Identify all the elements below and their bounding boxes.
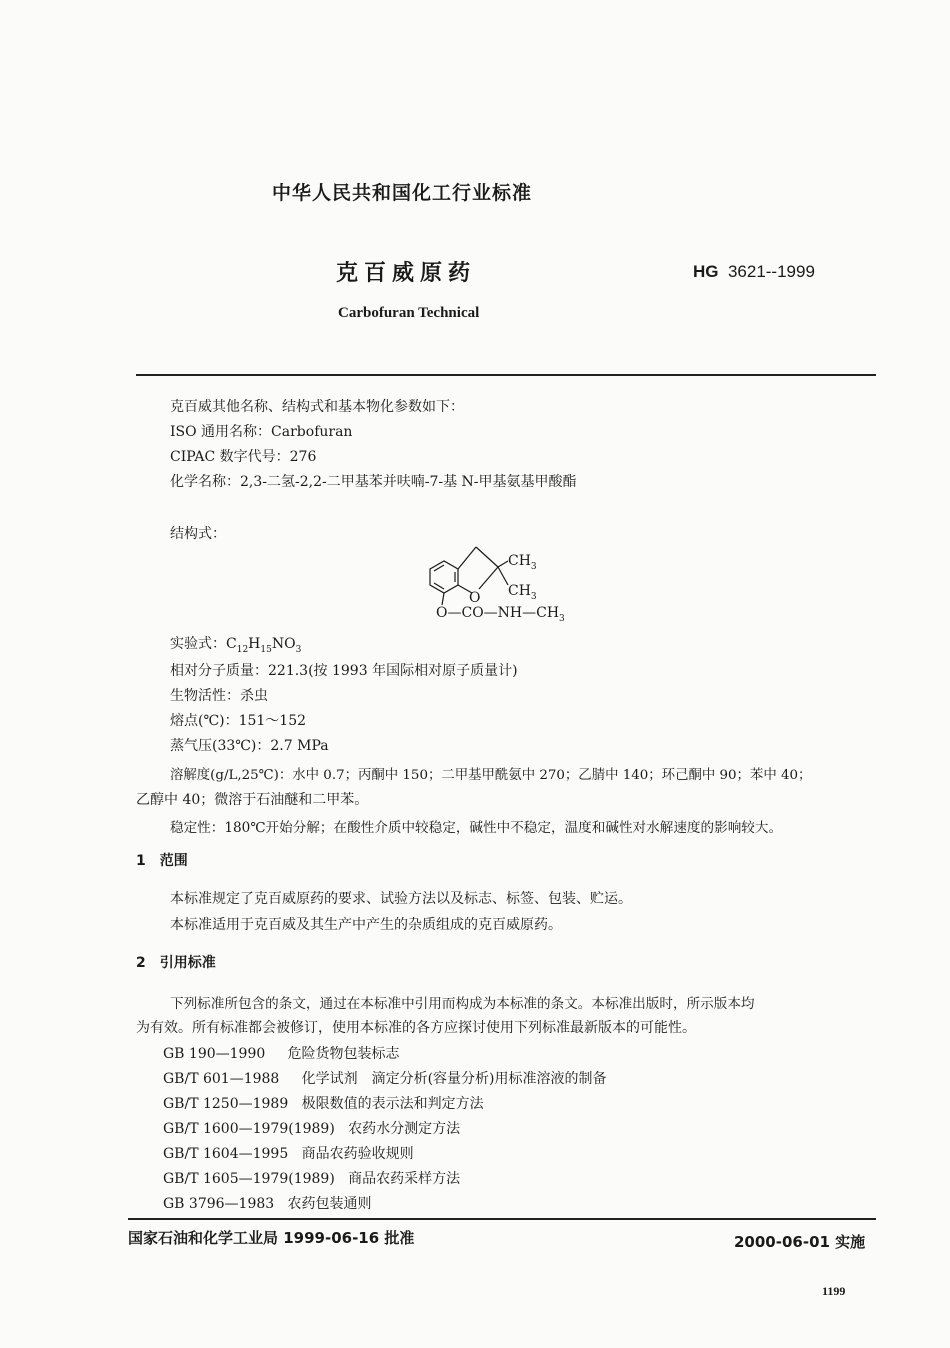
- reference-code: GB 190—1990: [163, 1046, 266, 1062]
- reference-code: GB/T 601—1988: [163, 1071, 280, 1087]
- carbamate-chain-sub: 3: [559, 613, 565, 624]
- reference-title: 农药水分测定方法: [348, 1121, 461, 1137]
- reference-item: [163, 1193, 372, 1213]
- reference-title: 危险货物包装标志: [287, 1046, 400, 1062]
- methyl-mid: [508, 583, 537, 602]
- formula-label: 实验式：: [170, 636, 226, 652]
- intro-lead: 克百威其他名称、结构式和基本物化参数如下：: [170, 399, 464, 415]
- cipac-code: CIPAC 数字代号：276: [170, 449, 317, 465]
- section-2-heading: 2 引用标准: [136, 955, 216, 971]
- header-rule: [136, 374, 876, 376]
- chemical-name: 化学名称：2,3-二氢-2,2-二甲基苯并呋喃-7-基 N-甲基氨基甲酸酯: [170, 474, 577, 490]
- approval-date: 国家石油和化学工业局 1999-06-16 批准: [128, 1229, 415, 1247]
- melting-point: 熔点(℃)：151～152: [170, 713, 307, 729]
- iso-name: ISO 通用名称：Carbofuran: [170, 424, 353, 440]
- reference-item: [163, 1168, 460, 1188]
- reference-item: [163, 1093, 484, 1113]
- reference-code: GB/T 1605—1979(1989): [163, 1171, 335, 1187]
- reference-code: GB/T 1600—1979(1989): [163, 1121, 335, 1137]
- reference-item: [163, 1143, 414, 1163]
- empirical-formula: [170, 633, 301, 655]
- methyl-top: [508, 553, 537, 572]
- effective-date: 2000-06-01 实施: [734, 1233, 866, 1251]
- reference-item: [163, 1118, 460, 1138]
- document-title: 克百威原药: [336, 261, 477, 286]
- section-2-paragraph-line-2: 为有效。所有标准都会被修订，使用本标准的各方应探讨使用下列标准最新版本的可能性。: [136, 1020, 696, 1036]
- section-1-paragraph-2: 本标准适用于克百威及其生产中产生的杂质组成的克百威原药。: [170, 917, 562, 933]
- reference-code: GB/T 1250—1989: [163, 1096, 289, 1112]
- reference-title: 极限数值的表示法和判定方法: [301, 1096, 484, 1112]
- ring-oxygen: O: [469, 590, 481, 606]
- standard-code-prefix: HG: [693, 262, 719, 281]
- molar-mass: 相对分子质量：221.3(按 1993 年国际相对原子质量计): [170, 663, 518, 679]
- formula-rest: NO: [271, 636, 296, 652]
- structure-label: 结构式：: [170, 526, 226, 542]
- section-1-heading: 1 范围: [136, 853, 188, 869]
- biological-activity: 生物活性：杀虫: [170, 688, 268, 704]
- formula-rest-sub: 3: [295, 644, 302, 655]
- methyl-mid-sub: 3: [530, 591, 537, 602]
- footer-rule: [128, 1218, 876, 1220]
- page-number: 1199: [822, 1284, 846, 1298]
- reference-title: 化学试剂 滴定分析(容量分析)用标准溶液的制备: [301, 1071, 607, 1087]
- formula-c: C: [226, 636, 237, 652]
- section-1-paragraph-1: 本标准规定了克百威原药的要求、试验方法以及标志、标签、包装、贮运。: [170, 891, 632, 907]
- carbamate-chain-text: O—CO—NH—CH: [436, 605, 560, 621]
- standard-type-heading: 中华人民共和国化工行业标准: [272, 182, 533, 204]
- english-title: Carbofuran Technical: [338, 305, 480, 321]
- formula-h: H: [248, 636, 261, 652]
- reference-code: GB/T 1604—1995: [163, 1146, 289, 1162]
- reference-item: [163, 1068, 607, 1088]
- structural-formula: [420, 545, 600, 630]
- carbamate-chain: [436, 605, 565, 624]
- solubility-line-1: 溶解度(g/L,25℃)：水中 0.7；丙酮中 150；二甲基甲酰氨中 270；乙腈中 140；环己酮中 90；苯中 40；: [170, 768, 812, 783]
- vapor-pressure: 蒸气压(33℃)：2.7 MPa: [170, 738, 329, 754]
- methyl-top-sub: 3: [530, 561, 537, 572]
- stability: 稳定性：180℃开始分解；在酸性介质中较稳定，碱性中不稳定，温度和碱性对水解速度的影响较大。: [170, 820, 783, 836]
- reference-item: [163, 1043, 400, 1063]
- standard-code-number: 3621--1999: [727, 262, 815, 281]
- reference-title: 商品农药采样方法: [348, 1171, 461, 1187]
- reference-title: 农药包装通则: [287, 1196, 372, 1212]
- methyl-mid-text: CH: [508, 583, 531, 599]
- reference-code: GB 3796—1983: [163, 1196, 275, 1212]
- standard-code: [693, 262, 815, 282]
- formula-c-sub: 12: [236, 644, 249, 655]
- section-2-paragraph-line-1: 下列标准所包含的条文，通过在本标准中引用而构成为本标准的条文。本标准出版时，所示版本均: [170, 996, 755, 1012]
- formula-h-sub: 15: [260, 644, 272, 655]
- reference-title: 商品农药验收规则: [301, 1146, 414, 1162]
- methyl-top-text: CH: [508, 553, 531, 569]
- solubility-line-2: 乙醇中 40；微溶于石油醚和二甲苯。: [136, 792, 369, 808]
